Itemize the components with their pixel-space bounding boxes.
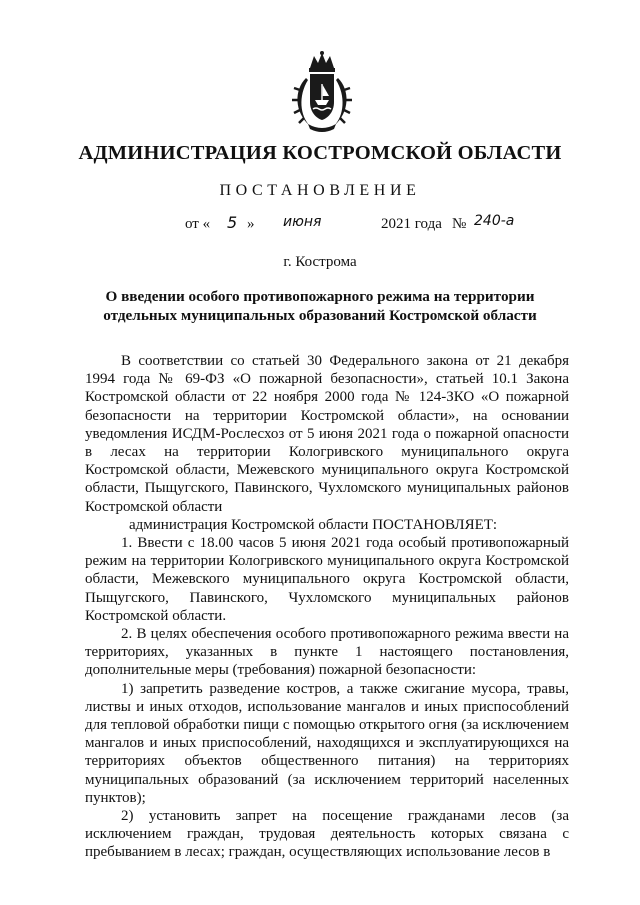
subclause-1: 1) запретить разведение костров, а также сжигание мусора, травы, листвы и иных отходов, использование мангалов и иных приспособлений для тепловой обработки пищи с помощью открытого огня (за исключением мангалов и иных приспособлений, находящихся и эксплуатирующихся на территориях объектов общественного питания) на территориях муниципальных образований (за исключением территорий населенных пунктов);	[85, 680, 569, 806]
coat-of-arms-icon	[290, 50, 354, 134]
date-prefix: от «	[185, 216, 211, 232]
date-day: 5	[227, 213, 238, 232]
decree-line: администрация Костромской области ПОСТАНОВЛЯЕТ:	[129, 516, 498, 533]
document-subject: О введении особого противопожарного режима на территории отдельных муниципальных образований Костромской области	[103, 288, 537, 324]
subclause-2: 2) установить запрет на посещение гражданами лесов (за исключением граждан, трудовая деятельность которых связана с пребыванием в лесах; граждан, осуществляющих использование лесов в	[85, 808, 569, 861]
date-year: 2021 года	[381, 216, 442, 232]
document-type: ПОСТАНОВЛЕНИЕ	[219, 182, 421, 199]
clause-1: 1. Ввести с 18.00 часов 5 июня 2021 года особый противопожарный режим на территории Кологривского муниципального округа Костромской области, Межевского муниципального округа Костромской области, Пыщугского, Павинского, Чухломского муниципальных районов Костромской области.	[85, 535, 569, 624]
city: г. Кострома	[283, 254, 357, 270]
document-body	[85, 352, 569, 862]
number-prefix: №	[452, 216, 467, 232]
document-number: 240-а	[474, 213, 515, 229]
date-month: июня	[283, 214, 322, 230]
preamble-paragraph: В соответствии со статьей 30 Федерального закона от 21 декабря 1994 года № 69-ФЗ «О пожарной безопасности», статьей 10.1 Закона Костромской области от 22 ноября 2000 года № 124-ЗКО «О пожарной безопасности на территории Костромской области», на основании уведомления ИСДМ-Рослесхоз от 5 июня 2021 года о пожарной опасности в лесах на территории Кологривского муниципального округа Костромской области, Межевского муниципального округа Костромской области, Пыщугского, Павинского, Чухломского муниципальных районов Костромской области	[85, 353, 569, 515]
clause-2: 2. В целях обеспечения особого противопожарного режима ввести на территориях, указанных в пункте 1 настоящего постановления, дополнительные меры (требования) пожарной безопасности:	[85, 626, 569, 679]
organization-title: АДМИНИСТРАЦИЯ КОСТРОМСКОЙ ОБЛАСТИ	[78, 142, 562, 164]
date-mid: »	[247, 216, 255, 232]
